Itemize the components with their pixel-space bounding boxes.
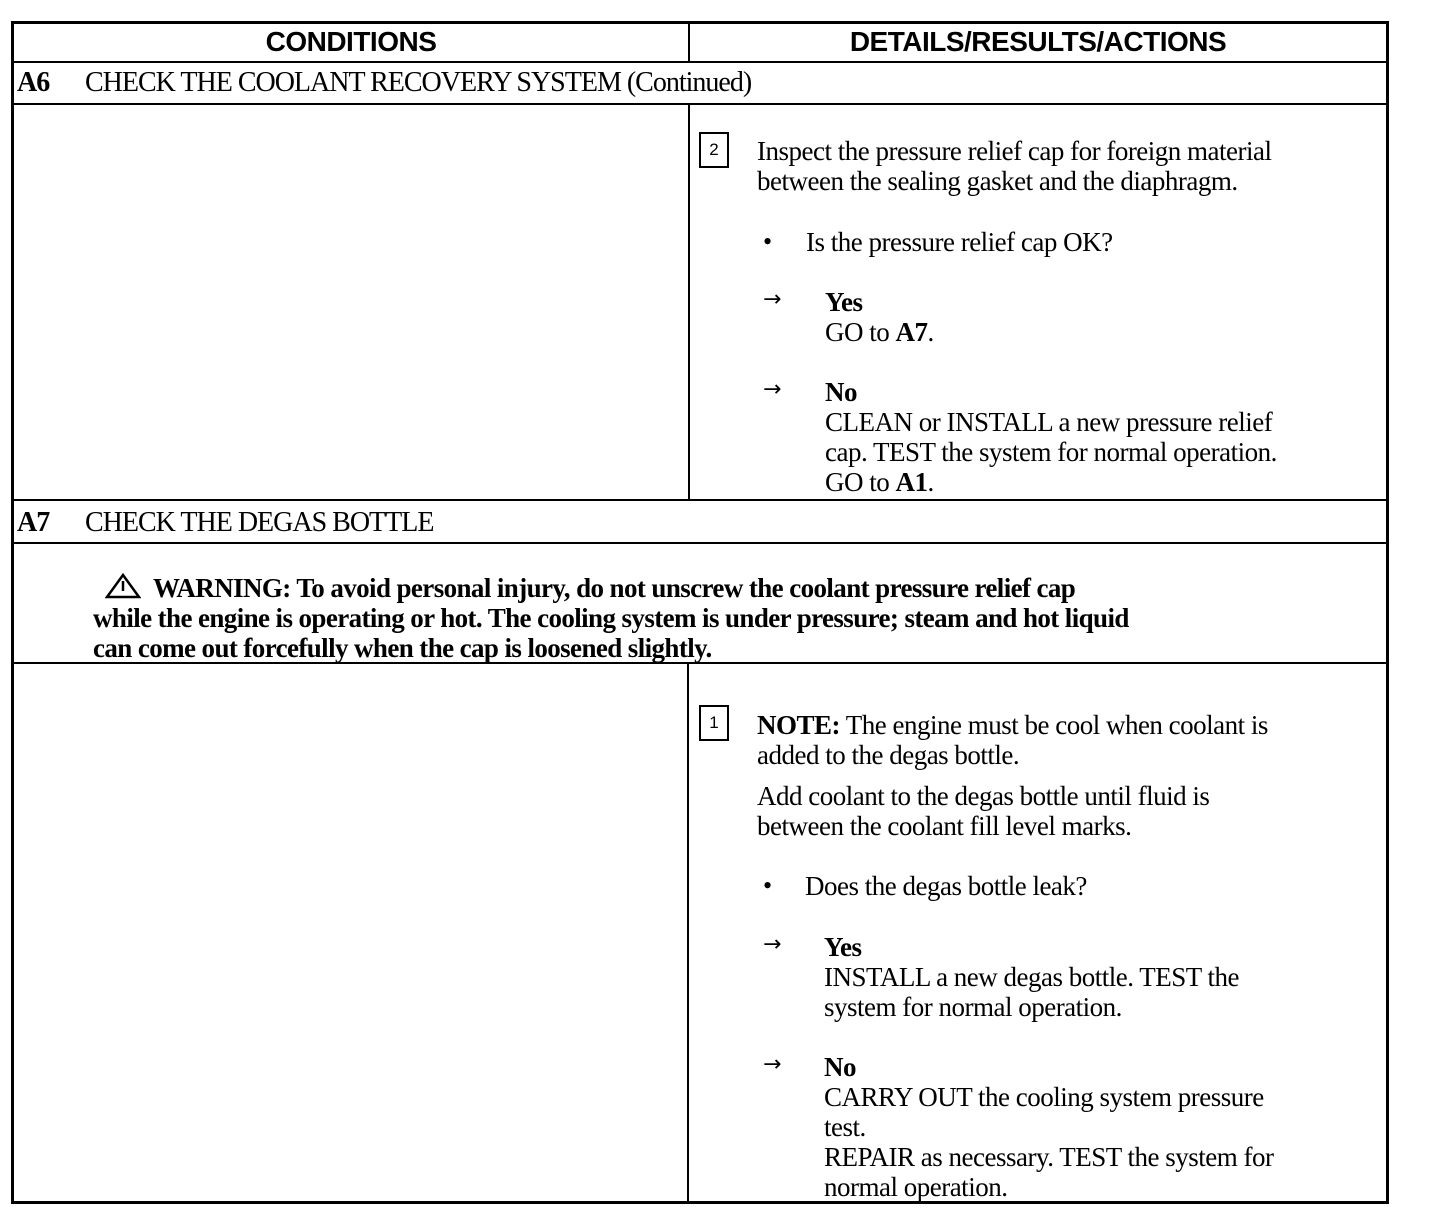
a6-yes-action-ref: A7	[895, 317, 928, 347]
a6-section-text: CHECK THE COOLANT RECOVERY SYSTEM (Continued)	[85, 67, 752, 98]
a7-yes-label: Yes	[824, 932, 862, 962]
details-header: DETAILS/RESULTS/ACTIONS	[849, 26, 1227, 57]
warning-triangle-icon	[105, 573, 141, 599]
diagnostic-page	[11, 21, 1389, 1204]
a6-yes-action	[825, 317, 934, 347]
a7-question: Does the degas bottle leak?	[805, 871, 1087, 901]
a7-note-text-2: added to the degas bottle.	[757, 740, 1020, 770]
a6-question: Is the pressure relief cap OK?	[806, 227, 1113, 257]
conditions-header: CONDITIONS	[265, 26, 437, 57]
a6-no-action-2: cap. TEST the system for normal operation.	[825, 437, 1277, 467]
a7-section-text: CHECK THE DEGAS BOTTLE	[85, 507, 434, 538]
a7-no-action-2: test.	[824, 1112, 866, 1142]
a7-section-title	[17, 505, 433, 541]
a6-section-number: A6	[17, 67, 50, 98]
a7-no-arrow-icon: →	[763, 1052, 782, 1077]
a6-step-text-2: between the sealing gasket and the diaphragm.	[757, 166, 1238, 196]
warning-text-2: while the engine is operating or hot. The cooling system is under pressure; steam and hot liquid	[93, 603, 1129, 633]
warning-block	[93, 573, 1323, 663]
a6-no-arrow-icon: →	[763, 377, 782, 402]
a6-yes-arrow-icon: →	[763, 287, 782, 312]
a6-step-number: 2	[699, 132, 729, 168]
a6-yes-action-text: GO to	[825, 317, 896, 347]
a6-no-label: No	[825, 377, 857, 407]
a7-bullet-icon: •	[763, 871, 773, 900]
warning-line-1	[93, 573, 1323, 603]
a7-note	[757, 710, 1268, 740]
a6-step-text-1: Inspect the pressure relief cap for foreign material	[757, 136, 1272, 166]
a7-no-action-4: normal operation.	[824, 1172, 1008, 1202]
warning-text-3: can come out forcefully when the cap is loosened slightly.	[93, 633, 712, 663]
a7-top-divider	[14, 499, 1386, 501]
a6-yes-action-end: .	[927, 317, 934, 347]
a7-section-number: A7	[17, 507, 50, 538]
a7-step-number: 1	[699, 705, 729, 741]
a6-no-action-3-text: GO to	[825, 467, 896, 497]
warning-text-1: WARNING: To avoid personal injury, do not unscrew the coolant pressure relief cap	[153, 573, 1076, 603]
a7-no-action-1: CARRY OUT the cooling system pressure	[824, 1082, 1264, 1112]
column-divider-a6	[688, 103, 690, 500]
a6-no-action-3-ref: A1	[895, 467, 928, 497]
a7-yes-action-2: system for normal operation.	[824, 992, 1122, 1022]
a6-yes-label: Yes	[825, 287, 863, 317]
a7-no-action-3: REPAIR as necessary. TEST the system for	[824, 1142, 1274, 1172]
a7-title-divider	[14, 542, 1386, 544]
a7-yes-action-1: INSTALL a new degas bottle. TEST the	[824, 962, 1240, 992]
a6-no-action-1: CLEAN or INSTALL a new pressure relief	[825, 407, 1273, 437]
a7-note-text-1: The engine must be cool when coolant is	[840, 710, 1268, 740]
column-divider-a7	[687, 662, 689, 1202]
a7-add-text-2: between the coolant fill level marks.	[757, 811, 1132, 841]
a6-no-action-3	[825, 467, 934, 497]
a6-section-title	[17, 65, 751, 101]
a7-add-text-1: Add coolant to the degas bottle until fluid is	[757, 781, 1210, 811]
a7-no-label: No	[824, 1052, 856, 1082]
a6-no-action-3-end: .	[927, 467, 934, 497]
a6-bullet-icon: •	[763, 227, 773, 256]
a7-yes-arrow-icon: →	[763, 932, 782, 957]
header-divider	[14, 61, 1386, 63]
a7-note-label: NOTE:	[757, 710, 841, 740]
a6-title-divider	[14, 103, 1386, 105]
